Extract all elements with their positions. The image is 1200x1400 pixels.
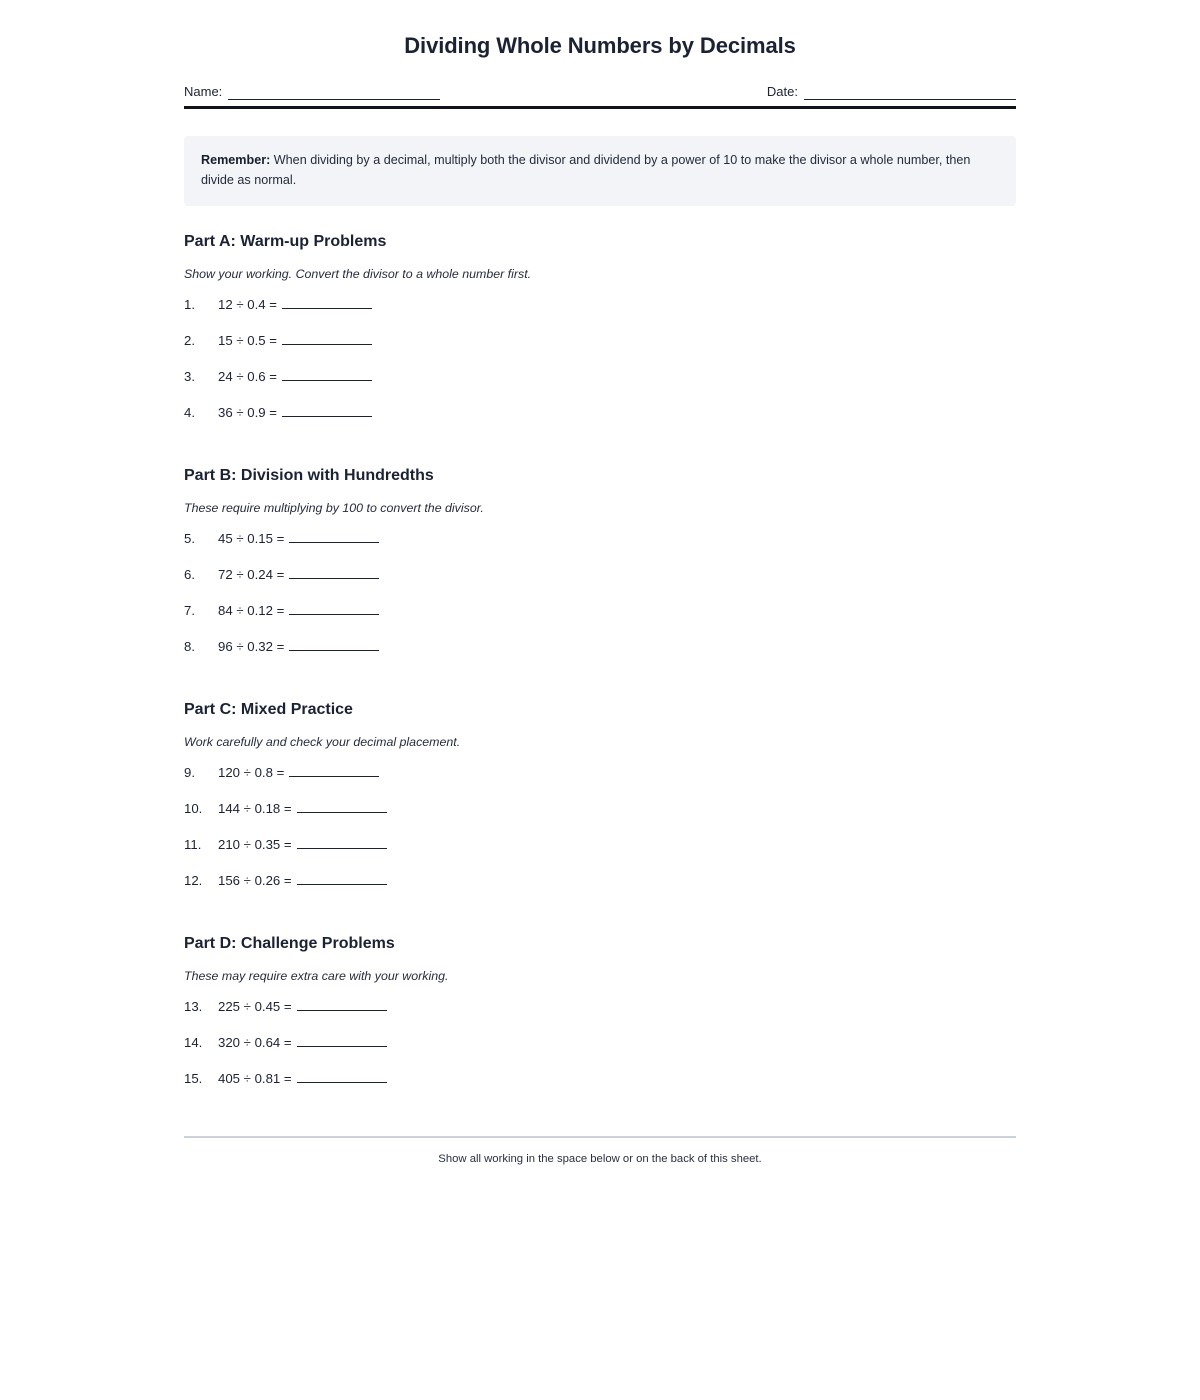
answer-blank[interactable]: [289, 566, 379, 579]
problem-expression: 320 ÷ 0.64 =: [218, 1035, 292, 1051]
section-title: Part B: Division with Hundredths: [184, 467, 434, 485]
worksheet-section: [184, 700, 1016, 908]
problem-expression: 45 ÷ 0.15 =: [218, 531, 285, 547]
header-divider: [184, 106, 1016, 109]
problem-number: 14.: [184, 1035, 203, 1051]
problem-row: [184, 764, 1016, 800]
worksheet-footer: [184, 1136, 1016, 1167]
footer-divider: [184, 1136, 1016, 1138]
worksheet-section: [184, 934, 1016, 1106]
section-title: Part A: Warm-up Problems: [184, 233, 387, 251]
problem-expression: 144 ÷ 0.18 =: [218, 801, 292, 817]
problem-expression: 72 ÷ 0.24 =: [218, 567, 285, 583]
problem-list: [184, 296, 1016, 440]
name-date-row: [184, 84, 1016, 100]
sections-container: [184, 232, 1016, 1106]
remember-text: When dividing by a decimal, multiply both the divisor and dividend by a power of 10 to make the divisor a whole number, then divide as normal.: [201, 153, 971, 187]
problem-number: 2.: [184, 333, 195, 349]
problem-row: [184, 1070, 1016, 1106]
problem-expression: 24 ÷ 0.6 =: [218, 369, 277, 385]
answer-blank[interactable]: [289, 530, 379, 543]
answer-blank[interactable]: [297, 998, 387, 1011]
problem-number: 9.: [184, 765, 195, 781]
answer-blank[interactable]: [282, 332, 372, 345]
problem-row: [184, 368, 1016, 404]
worksheet-section: [184, 466, 1016, 674]
date-label: Date:: [766, 84, 798, 100]
problem-row: [184, 296, 1016, 332]
page-title: Dividing Whole Numbers by Decimals: [404, 33, 796, 58]
problem-row: [184, 638, 1016, 674]
answer-blank[interactable]: [289, 602, 379, 615]
problem-number: 3.: [184, 369, 195, 385]
problem-expression: 12 ÷ 0.4 =: [218, 297, 277, 313]
answer-blank[interactable]: [297, 836, 387, 849]
answer-blank[interactable]: [282, 296, 372, 309]
problem-row: [184, 332, 1016, 368]
section-note: Show your working. Convert the divisor to a whole number first.: [184, 267, 532, 282]
remember-label: Remember:: [201, 153, 271, 168]
problem-expression: 36 ÷ 0.9 =: [218, 405, 277, 421]
section-note: These require multiplying by 100 to convert the divisor.: [184, 501, 484, 516]
problem-number: 4.: [184, 405, 195, 421]
problem-expression: 96 ÷ 0.32 =: [218, 639, 285, 655]
answer-blank[interactable]: [297, 872, 387, 885]
problem-expression: 405 ÷ 0.81 =: [218, 1071, 292, 1087]
problem-list: [184, 764, 1016, 908]
problem-number: 15.: [184, 1071, 203, 1087]
problem-row: [184, 800, 1016, 836]
answer-blank[interactable]: [289, 764, 379, 777]
section-title: Part C: Mixed Practice: [184, 701, 353, 719]
problem-row: [184, 566, 1016, 602]
problem-row: [184, 530, 1016, 566]
problem-expression: 15 ÷ 0.5 =: [218, 333, 277, 349]
problem-expression: 84 ÷ 0.12 =: [218, 603, 285, 619]
problem-expression: 120 ÷ 0.8 =: [218, 765, 285, 781]
problem-row: [184, 872, 1016, 908]
name-input-rule[interactable]: [228, 85, 440, 100]
problem-number: 12.: [184, 873, 203, 889]
name-label: Name:: [184, 84, 223, 100]
answer-blank[interactable]: [297, 800, 387, 813]
problem-number: 5.: [184, 531, 195, 547]
problem-number: 8.: [184, 639, 195, 655]
answer-blank[interactable]: [282, 368, 372, 381]
name-field[interactable]: [184, 84, 440, 100]
answer-blank[interactable]: [289, 638, 379, 651]
remember-callout: [184, 136, 1016, 206]
problem-list: [184, 998, 1016, 1106]
date-input-rule[interactable]: [804, 85, 1016, 100]
answer-blank[interactable]: [282, 404, 372, 417]
section-title: Part D: Challenge Problems: [184, 935, 395, 953]
problem-number: 7.: [184, 603, 195, 619]
problem-row: [184, 836, 1016, 872]
problem-row: [184, 1034, 1016, 1070]
worksheet-body: [184, 0, 1016, 1167]
problem-row: [184, 404, 1016, 440]
problem-expression: 225 ÷ 0.45 =: [218, 999, 292, 1015]
section-note: Work carefully and check your decimal placement.: [184, 735, 461, 750]
problem-expression: 210 ÷ 0.35 =: [218, 837, 292, 853]
problem-expression: 156 ÷ 0.26 =: [218, 873, 292, 889]
footer-note: Show all working in the space below or on the back of this sheet.: [438, 1153, 762, 1166]
answer-blank[interactable]: [297, 1034, 387, 1047]
problem-number: 6.: [184, 567, 195, 583]
problem-number: 13.: [184, 999, 203, 1015]
section-note: These may require extra care with your working.: [184, 968, 449, 983]
problem-row: [184, 998, 1016, 1034]
problem-row: [184, 602, 1016, 638]
answer-blank[interactable]: [297, 1070, 387, 1083]
problem-number: 10.: [184, 801, 203, 817]
date-field[interactable]: [767, 84, 1016, 100]
problem-number: 11.: [184, 837, 202, 853]
problem-list: [184, 530, 1016, 674]
worksheet-section: [184, 232, 1016, 440]
problem-number: 1.: [184, 297, 195, 313]
